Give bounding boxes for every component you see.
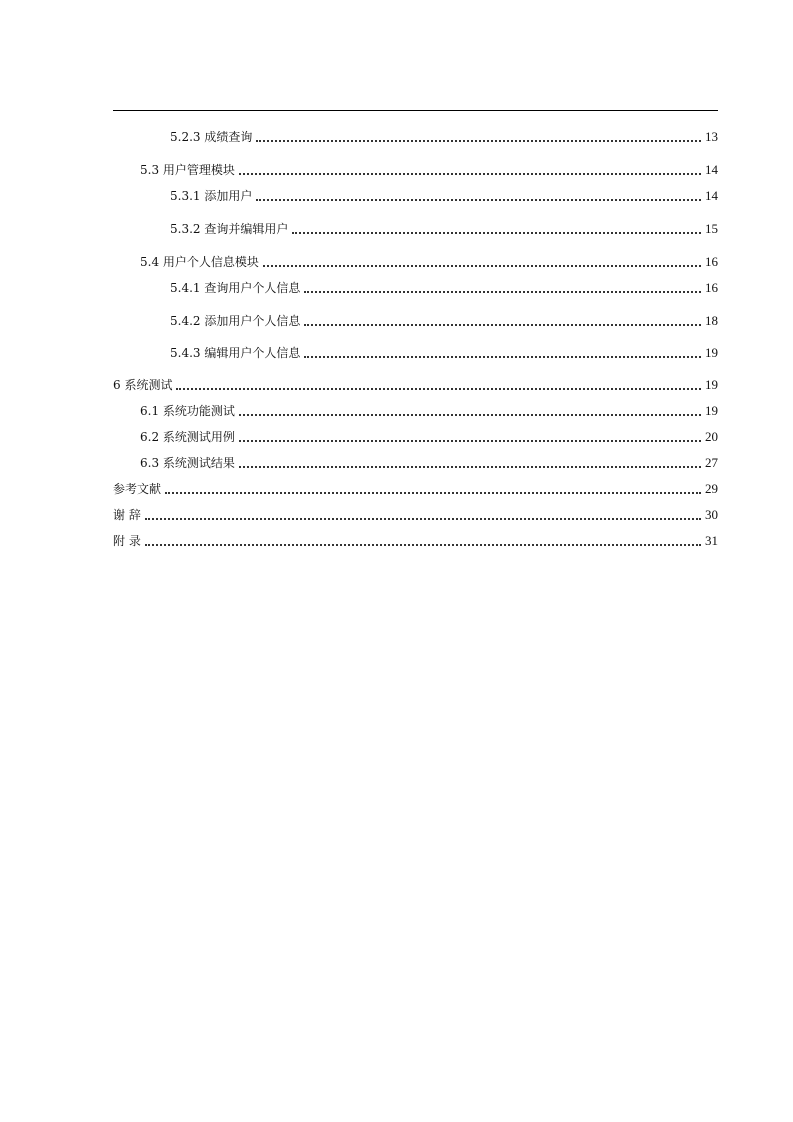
- toc-entry: [113, 312, 718, 330]
- toc-leader-dots: [239, 426, 701, 442]
- toc-entry-label: 5.4.2 添加用户个人信息: [170, 314, 301, 328]
- toc-entry-page: 13: [705, 129, 718, 144]
- toc-entry-label: 参考文献: [113, 482, 162, 496]
- toc-entry-page: 19: [705, 377, 718, 392]
- toc-leader-dots: [256, 126, 701, 142]
- toc-leader-dots: [256, 185, 701, 201]
- toc-leader-dots: [145, 504, 701, 520]
- header-rule: [113, 110, 718, 111]
- toc-entry-page: 16: [705, 254, 718, 269]
- toc-entry: [113, 376, 718, 394]
- toc-entry: [113, 454, 718, 472]
- toc-entry: [113, 506, 718, 524]
- toc-entry-label: 5.4.3 编辑用户个人信息: [170, 346, 301, 360]
- toc-entry-label: 5.4 用户个人信息模块: [140, 255, 259, 269]
- toc-entry: [113, 220, 718, 238]
- toc-entry-page: 19: [705, 345, 718, 360]
- toc-entry-page: 16: [705, 280, 718, 295]
- toc-entry: [113, 253, 718, 271]
- toc-leader-dots: [239, 159, 701, 175]
- toc-entry-label: 5.3.2 查询并编辑用户: [170, 222, 289, 236]
- toc-leader-dots: [145, 530, 701, 546]
- toc-leader-dots: [239, 400, 701, 416]
- toc-entry-label: 5.2.3 成绩查询: [170, 130, 253, 144]
- toc-entry-label: 5.4.1 查询用户个人信息: [170, 281, 301, 295]
- toc-entry: [113, 532, 718, 550]
- toc-entry: [113, 428, 718, 446]
- toc-entry-page: 14: [705, 188, 718, 203]
- toc-entry: [113, 279, 718, 297]
- toc-leader-dots: [239, 452, 701, 468]
- toc-entry: [113, 161, 718, 179]
- toc-leader-dots: [304, 277, 701, 293]
- toc-leader-dots: [263, 251, 701, 267]
- toc-entry: [113, 344, 718, 362]
- toc-entry: [113, 480, 718, 498]
- toc-entry-label: 5.3.1 添加用户: [170, 189, 253, 203]
- toc-entry-label: 附 录: [113, 534, 141, 548]
- toc-entry-page: 14: [705, 162, 718, 177]
- toc-entry-page: 19: [705, 403, 718, 418]
- toc-entry-page: 27: [705, 455, 718, 470]
- toc-leader-dots: [292, 218, 701, 234]
- toc-entry: [113, 402, 718, 420]
- toc-entry-label: 6.1 系统功能测试: [140, 404, 235, 418]
- toc-entry-label: 6 系统测试: [113, 378, 173, 392]
- toc-entry-label: 6.3 系统测试结果: [140, 456, 235, 470]
- toc-leader-dots: [304, 310, 701, 326]
- toc-entry-page: 31: [705, 533, 718, 548]
- toc-entry-page: 30: [705, 507, 718, 522]
- toc-entry-label: 谢 辞: [113, 508, 141, 522]
- toc-entry-label: 6.2 系统测试用例: [140, 430, 235, 444]
- toc-leader-dots: [176, 374, 701, 390]
- toc-entry-page: 20: [705, 429, 718, 444]
- toc-entry-label: 5.3 用户管理模块: [140, 163, 235, 177]
- toc-entry-page: 15: [705, 221, 718, 236]
- toc-entry-page: 18: [705, 313, 718, 328]
- toc-leader-dots: [304, 342, 701, 358]
- toc-leader-dots: [165, 478, 701, 494]
- toc-entry: [113, 187, 718, 205]
- toc-entry: [113, 128, 718, 146]
- toc-entry-page: 29: [705, 481, 718, 496]
